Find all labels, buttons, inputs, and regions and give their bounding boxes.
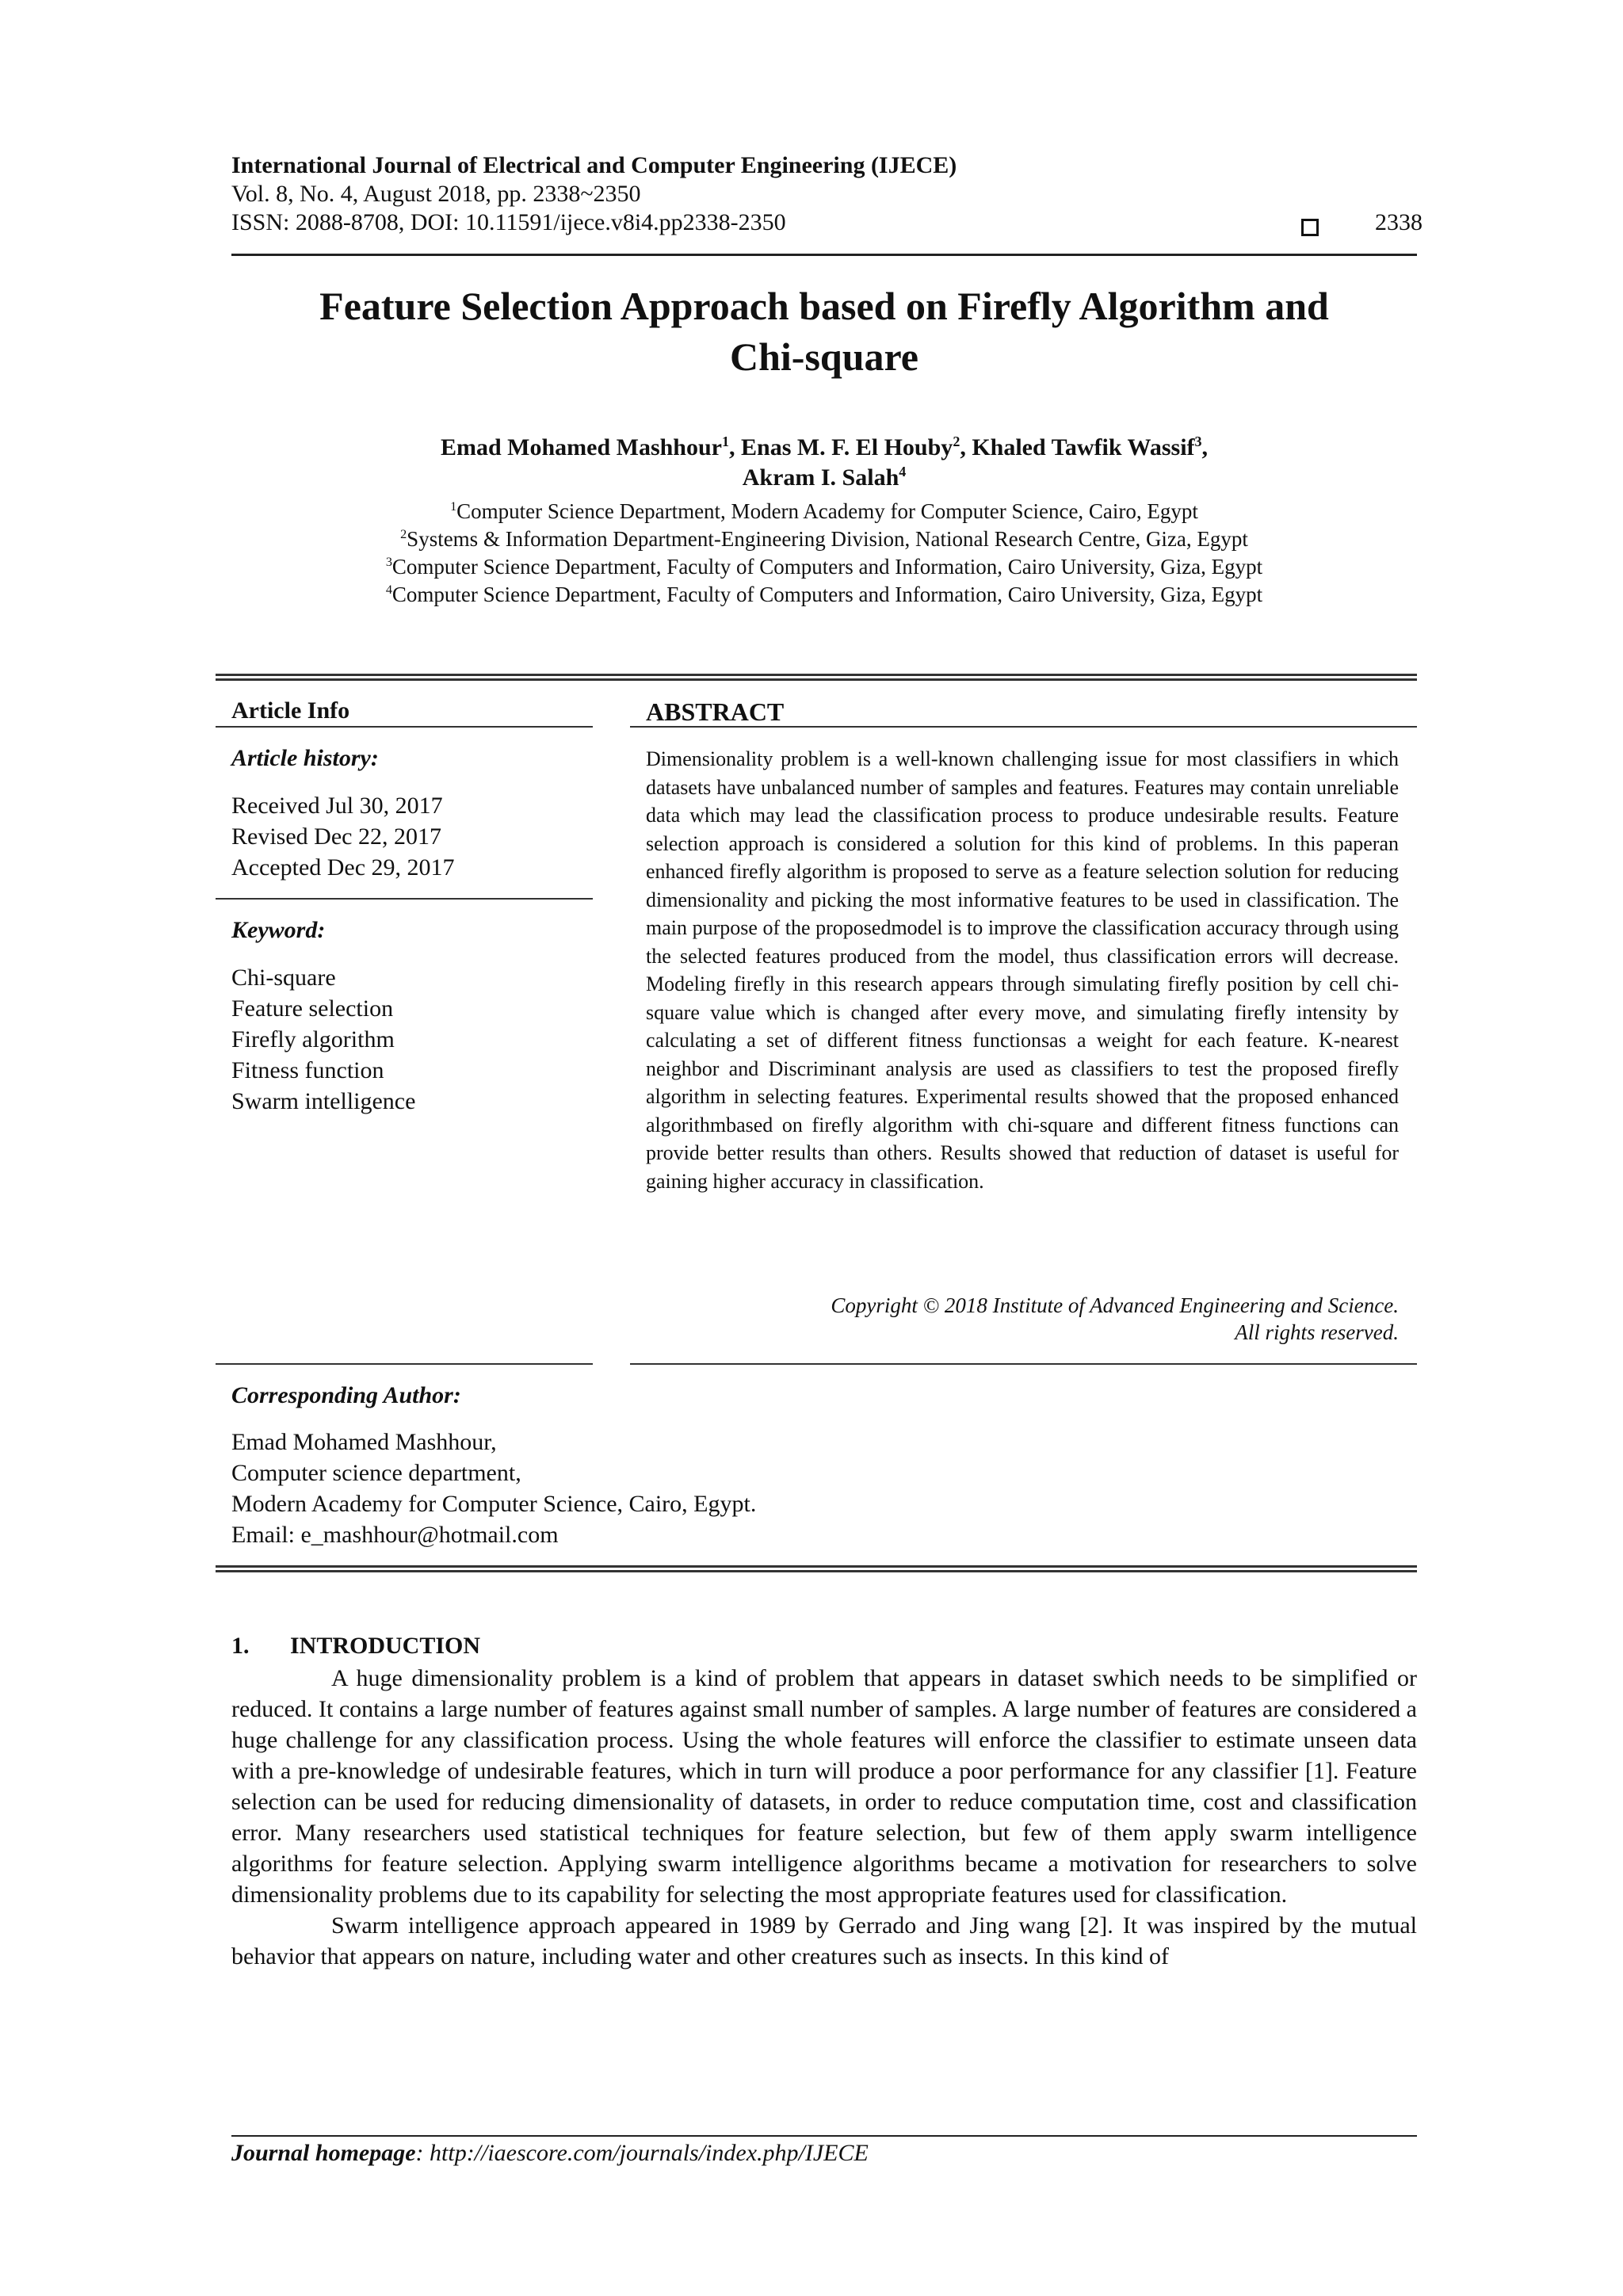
keyword-list	[231, 962, 415, 1117]
author-name: Khaled Tawfik Wassif	[972, 434, 1195, 460]
footer-rule	[231, 2135, 1417, 2137]
title-line-1: Feature Selection Approach based on Firefly Algorithm and	[319, 284, 1329, 328]
corresponding-author-heading: Corresponding Author:	[231, 1382, 461, 1408]
author-affil-sup: 1	[722, 434, 729, 449]
homepage-url[interactable]: : http://iaescore.com/journals/index.php/IJECE	[415, 2140, 869, 2166]
section-rule	[216, 1570, 1417, 1572]
corresponding-line: Computer science department,	[231, 1460, 521, 1486]
keyword-item: Swarm intelligence	[231, 1088, 416, 1114]
paragraph: A huge dimensionality problem is a kind of problem that appears in dataset swhich needs to be simplified or reduced. It contains a large number of features against small number of samples. A large number of features are considered a huge challenge for any classification process. Using the whole features will enforce the classifier to estimate unseen data with a pre-knowledge of undesirable features, which in turn will produce a poor performance for any classifier [1]. Feature selection can be used for reducing dimensionality of datasets, in order to reduce computation time, cost and classification error. Many researchers used statistical techniques for feature selection, but few of them apply swarm intelligence algorithms for feature selection. Applying swarm intelligence algorithms became a motivation for researchers to solve dimensionality problems due to its capability for selecting the most appropriate features used for classification.	[231, 1665, 1417, 1908]
abstract-text: Dimensionality problem is a well-known challenging issue for most classifiers in which datasets have unbalanced number of samples and features. Features may contain unreliable data which may lead the classification process to produce undesirable results. Feature selection approach is considered a solution for this kind of problems. In this paperan enhanced firefly algorithm is proposed to serve as a feature selection solution for reducing dimensionality and picking the most informative features to be used in classification. The main purpose of the proposedmodel is to improve the classification accuracy through using the selected features produced from the model, thus classification errors will decrease. Modeling firefly in this research appears through simulating firefly position by cell chi-square value which is changed after every move, and simulating firefly intensity by calculating a set of different fitness functionsas a weight for each feature. K-nearest neighbor and Discriminant analysis are used as classifiers to test the proposed firefly algorithm in selecting features. Experimental results showed that the proposed enhanced algorithmbased on firefly algorithm with chi-square and different fitness functions can provide better results than others. Results showed that reduction of dataset is useful for gaining higher accuracy in classification.	[646, 747, 1399, 1193]
introduction-body	[231, 1663, 1417, 1972]
revised-date: Revised Dec 22, 2017	[231, 823, 441, 850]
author-list	[231, 433, 1417, 493]
article-history	[231, 790, 455, 883]
affiliation-text: Systems & Information Department-Engineering Division, National Research Centre, Giza, Egypt	[407, 527, 1248, 551]
keyword-heading: Keyword:	[231, 917, 326, 943]
keyword-item: Firefly algorithm	[231, 1026, 395, 1052]
issn-doi: ISSN: 2088-8708, DOI: 10.11591/ijece.v8i4.pp2338-2350	[231, 209, 786, 235]
affiliation-text: Computer Science Department, Faculty of Computers and Information, Cairo University, Giza, Egypt	[391, 583, 1263, 606]
copyright-line: All rights reserved.	[1235, 1320, 1399, 1344]
affiliation-item	[231, 553, 1417, 581]
corresponding-line: Modern Academy for Computer Science, Cairo, Egypt.	[231, 1491, 757, 1517]
author-separator: ,	[729, 434, 741, 460]
affiliation-item	[231, 581, 1417, 609]
author-affil-sup: 3	[1194, 434, 1202, 449]
volume-info: Vol. 8, No. 4, August 2018, pp. 2338~2350	[231, 181, 641, 207]
journal-name: International Journal of Electrical and Computer Engineering (IJECE)	[231, 152, 957, 178]
section-heading-introduction	[231, 1633, 480, 1660]
corresponding-email: Email: e_mashhour@hotmail.com	[231, 1522, 559, 1548]
affiliation-sup: 3	[385, 555, 392, 569]
author-affil-sup: 4	[899, 464, 907, 479]
copyright-notice	[646, 1292, 1399, 1346]
affiliation-text: Computer Science Department, Faculty of Computers and Information, Cairo University, Giza, Egypt	[391, 555, 1263, 579]
section-number: 1.	[231, 1633, 250, 1659]
page-number: 2338	[1375, 209, 1423, 235]
received-date: Received Jul 30, 2017	[231, 793, 443, 819]
accepted-date: Accepted Dec 29, 2017	[231, 854, 455, 881]
corresponding-line: Emad Mohamed Mashhour,	[231, 1429, 497, 1455]
keyword-item: Fitness function	[231, 1057, 384, 1083]
author-separator: ,	[960, 434, 972, 460]
keyword-item: Feature selection	[231, 995, 394, 1022]
section-rule	[216, 1565, 1417, 1568]
header-rule	[231, 254, 1417, 256]
author-separator: ,	[1201, 434, 1209, 460]
affiliation-item	[231, 498, 1417, 525]
divider	[216, 726, 593, 728]
paragraph: Swarm intelligence approach appeared in 1989 by Gerrado and Jing wang [2]. It was inspired by the mutual behavior that appears on nature, including water and other creatures such as insects. In this kind of	[231, 1912, 1417, 1969]
paper-title	[231, 281, 1417, 382]
affiliation-sup: 4	[385, 583, 392, 597]
section-rule	[216, 674, 1417, 676]
homepage-label: Journal homepage	[231, 2140, 416, 2166]
divider	[630, 726, 1417, 728]
article-info-heading: Article Info	[231, 697, 350, 724]
abstract-heading: ABSTRACT	[646, 697, 785, 726]
author-affil-sup: 2	[953, 434, 960, 449]
title-line-2: Chi-square	[729, 334, 918, 379]
affiliation-sup: 2	[400, 527, 407, 541]
keyword-item: Chi-square	[231, 965, 336, 991]
author-name: Akram I. Salah	[742, 464, 899, 491]
affiliation-list	[231, 498, 1417, 609]
section-rule	[216, 678, 1417, 681]
author-name: Emad Mohamed Mashhour	[440, 434, 722, 460]
journal-homepage	[231, 2140, 869, 2167]
divider	[630, 1363, 1417, 1365]
affiliation-sup: 1	[450, 499, 457, 514]
corresponding-author-details	[231, 1427, 756, 1550]
article-history-heading: Article history:	[231, 745, 379, 771]
author-name: Enas M. F. El Houby	[741, 434, 953, 460]
divider	[216, 1363, 593, 1365]
checkbox-square-icon	[1301, 219, 1319, 236]
affiliation-text: Computer Science Department, Modern Academy for Computer Science, Cairo, Egypt	[456, 499, 1198, 523]
section-title: INTRODUCTION	[290, 1633, 481, 1659]
copyright-line: Copyright © 2018 Institute of Advanced Engineering and Science.	[831, 1293, 1399, 1317]
divider	[216, 898, 593, 900]
affiliation-item	[231, 525, 1417, 553]
